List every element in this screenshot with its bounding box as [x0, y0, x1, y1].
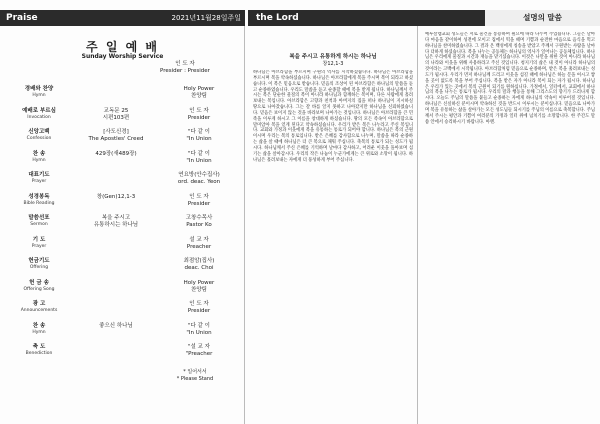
- item-middle: 429장(새489장): [95, 150, 137, 157]
- item-leader: "설 교 자: [188, 344, 210, 350]
- item-leader: "다 같 이: [188, 129, 210, 135]
- date-label: 2021년11월28일주일: [171, 14, 241, 22]
- item-title-en: Offering: [29, 265, 49, 270]
- item-title-en: Offering Song: [23, 286, 55, 292]
- sermon-text-1: 하나님은 아브라함을 부르시며 구원의 역사를 시작하셨습니다. 하나님은 아브라함을 부르시며 복을 약속하셨습니다. 하나님은 아브라함에게 복을 주시며 복이 되라고 하셨습니다. 이 복은 믿음으로 받습니다. 믿음의 조상이 된 아브라함은 하나님의 말씀을 듣고 순종하였습니다. 우리도 말씀을 듣고 순종할 때에 복을 받게 됩니다. 하나님께서 주시는 복은 단순한 물질의 복이 아니라 하나님과 함께하는 복이며, 다른 사람에게 흘려보내는 복입니다. 아브라함은 고향과 친척과 아버지의 집을 떠나 하나님이 지시하실 땅으로 나아갔습니다. 그는 갈 바를 알지 못하고 나아갔지만 하나님을 신뢰하였습니다. 믿음은 보이지 않는 것을 바라보며 나아가는 것입니다. 하나님은 아브라함을 큰 민족을 이루게 하시고 그 이름을 창대하게 하셨습니다. 땅의 모든 족속이 아브라함으로 말미암아 복을 얻게 된다고 약속하셨습니다. 우리가 받은 복은 나누라고 주신 복입니다. 교회와 가정과 이웃에게 복을 유통하는 통로가 되어야 합니다. 하나님은 복의 근원이시며 우리는 복의 통로입니다. 받은 은혜를 감사함으로 나누며, 말씀을 따라 순종하는 삶을 살 때에 하나님은 더 큰 복으로 채워 주십니다. 축복의 통로가 되는 성도가 됩시다. 하나님께서 주신 은혜를 기억하며 날마다 감사하고, 어려운 이웃을 돌아보며 섬기는 삶을 살아갑시다. 우리의 작은 나눔이 누군가에게는 큰 위로와 소망이 됩니다. 하나님은 흘려보내는 자에게 더 풍성하게 부어 주십니다.: [253, 70, 413, 163]
- sermon-title: 복을 주시고 유통하게 하시는 하나님: [289, 54, 377, 60]
- right-header-bar: [248, 10, 600, 26]
- service-item: [4, 280, 242, 302]
- item-title-en: Bible Reading: [23, 200, 55, 206]
- service-item: [4, 129, 242, 151]
- item-leader-sub: 찬양팀: [191, 93, 207, 99]
- item-middle: 교독문 25: [103, 107, 129, 114]
- item-title: 대표기도: [28, 172, 50, 178]
- item-leader-sub: "Preacher: [185, 351, 213, 357]
- item-leader: Holy Power: [183, 86, 215, 92]
- item-leader: 고창수목사: [185, 215, 213, 221]
- standing-note-en: * Please Stand: [176, 375, 214, 382]
- item-title: 축 도: [32, 344, 46, 350]
- item-title: 찬 송: [32, 150, 46, 157]
- item-leader: Holy Power: [183, 279, 215, 286]
- presider-en: Presider : Presider: [160, 68, 210, 74]
- item-title-en: Hymn: [32, 329, 46, 335]
- presider-ko: 인 도 자: [175, 61, 195, 67]
- item-title: 신앙고백: [28, 129, 50, 135]
- item-leader-sub: Presider: [187, 308, 211, 314]
- service-item: [4, 194, 242, 216]
- item-title-en: Prayer: [31, 243, 47, 249]
- item-leader-sub: Pastor Ko: [186, 222, 212, 228]
- item-leader-sub: Presider: [187, 114, 211, 121]
- item-title: 예배로 부르심: [22, 107, 56, 114]
- service-item: [4, 237, 242, 259]
- order-of-service: [0, 26, 245, 424]
- item-title: 헌금기도: [28, 258, 50, 264]
- sermon-text-2: 예루살렘교회 성도들은 서로 물건을 통용하며 필요에 따라 나누어 주었습니다. 그들은 날마다 마음을 같이하여 성전에 모이고 집에서 떡을 떼며 기쁨과 순전한 마음으로 음식을 먹고 하나님을 찬미하였습니다. 그 결과 온 백성에게 칭송을 받았고 주께서 구원받는 사람을 날마다 더하게 하셨습니다. 복을 나누는 공동체는 하나님의 역사가 일어나는 공동체입니다. 하나님은 우리에게 물질과 시간과 재능을 맡기셨습니다. 이것은 나만을 위한 것이 아니라 하나님의 나라와 이웃을 위해 사용하라고 주신 것입니다. 청지기의 삶은 내 것이 아니라 하나님의 것이라는 고백에서 시작됩니다. 아브라함처럼 믿음으로 순종하며, 받은 복을 흘려보내는 성도가 됩시다. 우리가 먼저 하나님께 드리고 이웃을 섬길 때에 하나님은 하늘 문을 여시고 쌓을 곳이 없도록 복을 부어 주십니다. 복을 받은 자가 아니라 복이 되는 자가 됩시다. 하나님은 우리가 있는 곳에서 복의 근원이 되기를 원하십니다. 가정에서, 일터에서, 교회에서 하나님의 복을 나누는 통로가 됩시다. 우리의 말과 행동을 통해 그리스도의 향기가 드러나게 합시다. 오늘도 주님의 말씀을 붙들고 순종하는 자에게 하나님의 약속이 이루어질 것입니다. 하나님은 신실하신 분이시며 약속하신 것을 반드시 이루시는 분이십니다. 믿음으로 나아가며 복을 유통하는 삶을 살아가는 모든 성도님들 되시기를 주님의 이름으로 축복합니다. 주님께서 주시는 평안과 기쁨이 여러분의 가정과 일터 위에 넘치기를 소망합니다. 한 주간도 말씀 안에서 승리하시기 바랍니다. 아멘.: [425, 32, 595, 125]
- worship-subtitle: Sunday Worship Service: [81, 53, 164, 60]
- service-item: [4, 344, 242, 366]
- item-leader-sub: 찬양팀: [191, 286, 207, 293]
- item-title: 말씀선포: [28, 215, 50, 221]
- the-lord-label: the Lord: [256, 13, 299, 23]
- service-item: [4, 215, 242, 237]
- item-leader-sub: Preacher: [186, 243, 212, 250]
- worship-title: 주 일 예 배: [86, 40, 159, 54]
- presider-block: [135, 61, 235, 75]
- sermon-section-label: 설명의 말씀: [485, 10, 600, 26]
- item-middle-sub: The Apostles' Creed: [88, 136, 144, 142]
- item-leader: 인 도 자: [189, 193, 209, 200]
- item-leader: 인 도 자: [189, 107, 209, 114]
- standing-note-ko: * 일어서서: [183, 369, 207, 375]
- item-leader-sub: "In Union: [186, 157, 212, 164]
- item-title-en: Announcements: [20, 308, 58, 313]
- sermon-reference: 창12,1-3: [322, 61, 344, 67]
- item-middle: 좋으신 하나님: [99, 322, 133, 329]
- item-title: 찬 송: [32, 322, 46, 329]
- item-leader-sub: ord. deac. Yeon: [177, 179, 221, 185]
- sermon-column-2: [420, 26, 600, 424]
- sermon-column-1: [248, 26, 418, 424]
- item-title-en: Benediction: [25, 351, 53, 356]
- left-header-bar: [0, 10, 245, 26]
- item-middle: 복을 주시고: [101, 215, 131, 221]
- item-leader: 설 교 자: [189, 236, 209, 243]
- item-leader: 연요방(안수집사): [178, 172, 220, 178]
- item-title-en: Invocation: [27, 114, 51, 120]
- item-title-en: Confession: [26, 136, 52, 141]
- item-title-en: Sermon: [30, 222, 48, 227]
- item-title: 헌 금 송: [29, 279, 49, 286]
- item-title-en: Hymn: [32, 157, 46, 163]
- service-item: [4, 108, 242, 130]
- item-leader: "다 같 이: [188, 322, 210, 329]
- item-title: 성경봉독: [28, 193, 50, 200]
- standing-note: [155, 369, 235, 382]
- service-item: [4, 258, 242, 280]
- praise-label: Praise: [6, 13, 38, 23]
- service-items: [4, 86, 242, 366]
- service-item: [4, 301, 242, 323]
- item-title-en: Prayer: [31, 179, 47, 184]
- item-leader: 최점암(집사): [183, 258, 215, 264]
- item-title-en: Hymn: [32, 93, 46, 98]
- service-item: [4, 151, 242, 173]
- service-item: [4, 172, 242, 194]
- item-leader-sub: "In Union: [186, 136, 212, 142]
- item-title: 경배와 찬양: [24, 86, 54, 92]
- item-title: 광 고: [32, 301, 46, 307]
- item-leader: 인 도 자: [189, 301, 209, 307]
- service-item: [4, 323, 242, 345]
- item-middle: 창(Gen)12,1-3: [96, 193, 136, 200]
- item-leader: "다 같 이: [188, 150, 210, 157]
- item-title: 기 도: [32, 236, 46, 243]
- item-middle-sub: 시편103편: [102, 114, 130, 121]
- item-leader-sub: Presider: [187, 200, 211, 207]
- item-middle-sub: 유통하시는 하나님: [93, 222, 139, 228]
- item-leader-sub: "In Union: [186, 329, 212, 336]
- service-item: [4, 86, 242, 108]
- item-middle: [사도신경]: [103, 129, 129, 135]
- item-leader-sub: deac. Choi: [184, 265, 214, 271]
